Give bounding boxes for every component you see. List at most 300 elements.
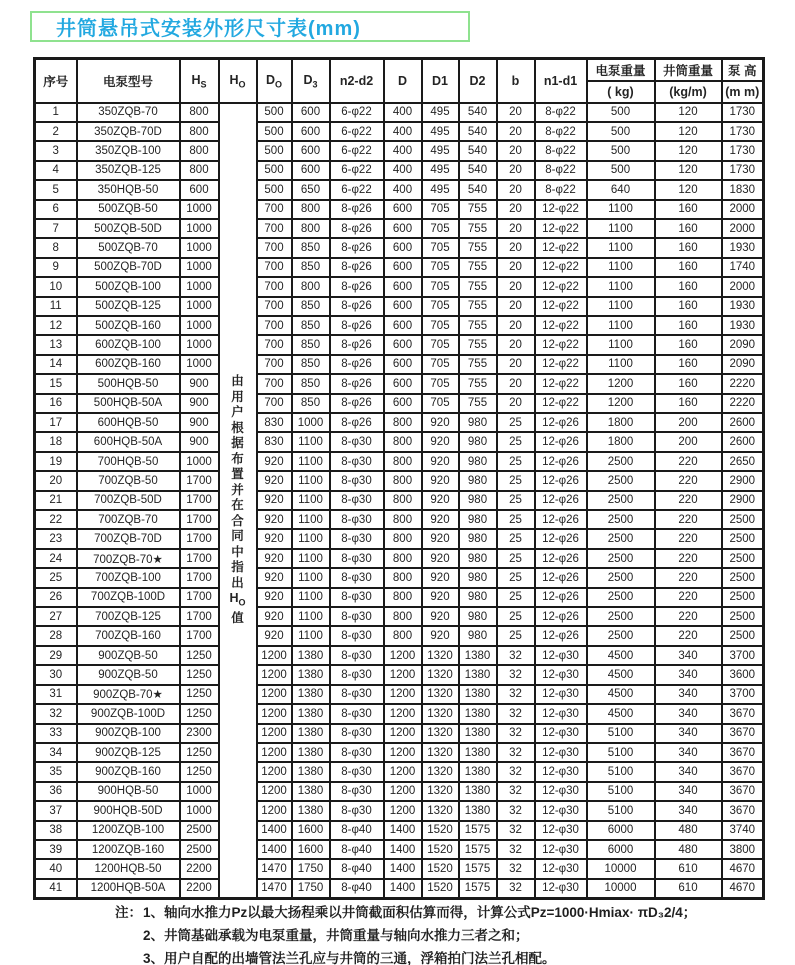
table-cell: 400	[384, 180, 422, 199]
table-cell: 1200	[257, 743, 292, 762]
table-cell: 25	[497, 432, 535, 451]
notes-prefix: 注：	[115, 905, 142, 920]
table-cell: 25	[497, 529, 535, 548]
table-row	[35, 724, 764, 743]
table-cell: 1200	[384, 782, 422, 801]
table-cell: 12-φ22	[535, 335, 587, 354]
table-cell: 23	[35, 529, 77, 548]
table-row	[35, 549, 764, 568]
table-cell: 920	[422, 452, 459, 471]
table-cell: 41	[35, 879, 77, 899]
table-cell: 1380	[459, 801, 497, 820]
table-cell: 1320	[422, 704, 459, 723]
note-line	[115, 924, 775, 947]
table-row	[35, 840, 764, 859]
table-cell: 12-φ30	[535, 821, 587, 840]
table-cell: 1380	[459, 762, 497, 781]
table-cell: 32	[497, 782, 535, 801]
table-cell: 700	[257, 238, 292, 257]
col-header: 序号	[35, 59, 77, 103]
table-cell: 1200HQB-50A	[77, 879, 180, 899]
table-cell: 12-φ30	[535, 724, 587, 743]
table-cell: 2500	[587, 452, 655, 471]
table-cell: 8-φ26	[330, 238, 384, 257]
table-cell: 1600	[292, 840, 330, 859]
page-title-box	[30, 11, 470, 42]
table-cell: 400	[384, 122, 422, 141]
table-row	[35, 471, 764, 490]
table-row	[35, 413, 764, 432]
table-cell: 8-φ26	[330, 413, 384, 432]
table-cell: 1520	[422, 859, 459, 878]
table-cell: 1700	[180, 568, 219, 587]
table-cell: 32	[497, 840, 535, 859]
table-cell: 220	[655, 607, 722, 626]
table-cell: 600	[384, 374, 422, 393]
page-title: 井筒悬吊式安装外形尺寸表(mm)	[56, 18, 361, 40]
table-cell: 1100	[587, 335, 655, 354]
table-cell: 705	[422, 258, 459, 277]
table-cell: 120	[655, 180, 722, 199]
table-cell: 2500	[587, 491, 655, 510]
table-cell: 160	[655, 394, 722, 413]
table-cell: 1380	[459, 782, 497, 801]
table-cell: 37	[35, 801, 77, 820]
table-cell: 600	[384, 297, 422, 316]
table-cell: 8	[35, 238, 77, 257]
table-cell: 1100	[292, 471, 330, 490]
table-cell: 540	[459, 122, 497, 141]
table-cell: 700ZQB-100D	[77, 588, 180, 607]
table-cell: 600	[292, 161, 330, 180]
table-cell: 1100	[587, 277, 655, 296]
table-row	[35, 491, 764, 510]
table-cell: 755	[459, 238, 497, 257]
table-cell: 220	[655, 491, 722, 510]
table-cell: 1380	[292, 801, 330, 820]
table-cell: 8-φ26	[330, 200, 384, 219]
table-cell: 8-φ30	[330, 549, 384, 568]
table-cell: 160	[655, 200, 722, 219]
table-cell: 920	[422, 626, 459, 645]
table-cell: 980	[459, 413, 497, 432]
table-cell: 32	[497, 704, 535, 723]
table-cell: 980	[459, 529, 497, 548]
table-cell: 640	[587, 180, 655, 199]
table-cell: 500	[257, 180, 292, 199]
table-cell: 4500	[587, 665, 655, 684]
table-cell: 32	[497, 801, 535, 820]
note-line	[115, 901, 775, 924]
table-cell: 1200	[257, 646, 292, 665]
table-row	[35, 432, 764, 451]
table-cell: 1750	[292, 879, 330, 899]
table-cell: 800	[384, 588, 422, 607]
table-cell: 850	[292, 316, 330, 335]
table-cell: 8-φ40	[330, 840, 384, 859]
table-cell: 2500	[722, 588, 764, 607]
table-cell: 980	[459, 626, 497, 645]
table-cell: 1400	[384, 821, 422, 840]
table-cell: 12-φ26	[535, 568, 587, 587]
col-header-unit: (kg/m)	[655, 81, 722, 103]
table-cell: 1000	[180, 316, 219, 335]
table-cell: 1200HQB-50	[77, 859, 180, 878]
table-cell: 12-φ26	[535, 588, 587, 607]
table-cell: 340	[655, 646, 722, 665]
table-cell: 8-φ40	[330, 859, 384, 878]
table-cell: 8-φ26	[330, 258, 384, 277]
col-header-unit: ( kg)	[587, 81, 655, 103]
table-cell: 25	[497, 510, 535, 529]
table-cell: 2600	[722, 413, 764, 432]
table-cell: 12-φ30	[535, 782, 587, 801]
table-cell: 35	[35, 762, 77, 781]
table-cell: 900HQB-50	[77, 782, 180, 801]
table-cell: 13	[35, 335, 77, 354]
table-cell: 830	[257, 413, 292, 432]
table-cell: 1250	[180, 646, 219, 665]
table-cell: 540	[459, 161, 497, 180]
table-cell: 220	[655, 626, 722, 645]
table-cell: 12-φ22	[535, 258, 587, 277]
table-cell: 700	[257, 258, 292, 277]
table-cell: 20	[497, 297, 535, 316]
table-cell: 12-φ26	[535, 529, 587, 548]
table-cell: 1000	[180, 258, 219, 277]
table-cell: 700HQB-50	[77, 452, 180, 471]
table-cell: 2500	[722, 568, 764, 587]
table-cell: 12-φ26	[535, 491, 587, 510]
table-cell: 500ZQB-100	[77, 277, 180, 296]
table-cell: 2500	[587, 626, 655, 645]
table-cell: 1250	[180, 704, 219, 723]
table-cell: 705	[422, 219, 459, 238]
table-cell: 25	[497, 452, 535, 471]
table-cell: 2500	[722, 529, 764, 548]
table-cell: 900ZQB-160	[77, 762, 180, 781]
table-cell: 8-φ30	[330, 432, 384, 451]
table-cell: 8-φ22	[535, 180, 587, 199]
table-cell: 8-φ26	[330, 355, 384, 374]
table-cell: 1730	[722, 103, 764, 122]
table-cell: 900	[180, 374, 219, 393]
table-cell: 220	[655, 588, 722, 607]
table-cell: 350HQB-50	[77, 180, 180, 199]
table-cell: 1200	[384, 665, 422, 684]
table-cell: 900	[180, 394, 219, 413]
table-cell: 700ZQB-70★	[77, 549, 180, 568]
table-cell: 480	[655, 840, 722, 859]
table-cell: 8-φ40	[330, 879, 384, 899]
table-cell: 1100	[292, 549, 330, 568]
table-cell: 6-φ22	[330, 103, 384, 122]
table-cell: 1000	[180, 801, 219, 820]
table-row	[35, 374, 764, 393]
table-cell: 920	[422, 588, 459, 607]
table-cell: 4500	[587, 704, 655, 723]
table-cell: 120	[655, 141, 722, 160]
table-cell: 1380	[292, 724, 330, 743]
table-cell: 920	[257, 549, 292, 568]
table-row	[35, 238, 764, 257]
table-cell: 1320	[422, 782, 459, 801]
table-cell: 1200	[587, 394, 655, 413]
table-cell: 3700	[722, 685, 764, 704]
table-cell: 220	[655, 549, 722, 568]
table-cell: 12-φ30	[535, 859, 587, 878]
table-cell: 340	[655, 743, 722, 762]
table-cell: 6-φ22	[330, 141, 384, 160]
notes	[115, 901, 775, 965]
table-cell: 8-φ30	[330, 510, 384, 529]
table-row	[35, 394, 764, 413]
table-cell: 2500	[180, 840, 219, 859]
table-cell: 1100	[587, 316, 655, 335]
table-cell: 2300	[180, 724, 219, 743]
table-cell: 850	[292, 374, 330, 393]
table-cell: 2500	[180, 821, 219, 840]
table-cell: 1100	[292, 491, 330, 510]
table-cell: 500	[587, 161, 655, 180]
table-cell: 700	[257, 394, 292, 413]
table-cell: 8-φ30	[330, 491, 384, 510]
spec-table	[33, 57, 765, 900]
table-cell: 1700	[180, 471, 219, 490]
table-cell: 340	[655, 704, 722, 723]
table-cell: 4500	[587, 685, 655, 704]
table-row	[35, 510, 764, 529]
table-cell: 340	[655, 801, 722, 820]
table-cell: 755	[459, 316, 497, 335]
table-cell: 6	[35, 200, 77, 219]
table-cell: 160	[655, 297, 722, 316]
table-cell: 1000	[180, 355, 219, 374]
table-cell: 12-φ26	[535, 510, 587, 529]
table-cell: 755	[459, 200, 497, 219]
table-cell: 2600	[722, 432, 764, 451]
col-header-unit: (m m)	[722, 81, 764, 103]
table-cell: 1250	[180, 762, 219, 781]
table-cell: 1380	[292, 665, 330, 684]
table-cell: 6-φ22	[330, 161, 384, 180]
table-cell: 1930	[722, 297, 764, 316]
table-header	[35, 59, 764, 103]
table-cell: 2	[35, 122, 77, 141]
table-cell: 8-φ30	[330, 588, 384, 607]
table-cell: 980	[459, 452, 497, 471]
table-cell: 25	[497, 471, 535, 490]
table-cell: 3	[35, 141, 77, 160]
table-cell: 800	[180, 103, 219, 122]
table-cell: 160	[655, 219, 722, 238]
table-cell: 8-φ22	[535, 122, 587, 141]
table-cell: 1700	[180, 626, 219, 645]
table-cell: 32	[497, 685, 535, 704]
table-cell: 12-φ22	[535, 200, 587, 219]
table-cell: 2000	[722, 277, 764, 296]
table-cell: 2500	[722, 626, 764, 645]
table-cell: 800	[384, 491, 422, 510]
table-cell: 12-φ30	[535, 743, 587, 762]
table-cell: 755	[459, 355, 497, 374]
table-cell: 920	[422, 413, 459, 432]
table-cell: 1600	[292, 821, 330, 840]
table-cell: 755	[459, 374, 497, 393]
table-cell: 920	[257, 568, 292, 587]
table-cell: 1380	[292, 782, 330, 801]
table-cell: 1000	[180, 200, 219, 219]
table-cell: 1320	[422, 665, 459, 684]
table-cell: 34	[35, 743, 77, 762]
table-cell: 700ZQB-125	[77, 607, 180, 626]
table-cell: 700ZQB-50D	[77, 491, 180, 510]
table-cell: 800	[384, 568, 422, 587]
table-cell: 610	[655, 879, 722, 899]
table-cell: 900ZQB-125	[77, 743, 180, 762]
table-cell: 705	[422, 335, 459, 354]
table-cell: 8-φ30	[330, 801, 384, 820]
table-cell: 705	[422, 297, 459, 316]
table-cell: 830	[257, 432, 292, 451]
table-cell: 1400	[384, 840, 422, 859]
table-body	[35, 103, 764, 899]
table-cell: 220	[655, 529, 722, 548]
table-cell: 1380	[459, 665, 497, 684]
table-cell: 980	[459, 471, 497, 490]
table-cell: 2220	[722, 394, 764, 413]
ho-user-note-cell	[219, 103, 257, 899]
table-cell: 12-φ22	[535, 374, 587, 393]
table-cell: 900	[180, 413, 219, 432]
table-cell: 220	[655, 471, 722, 490]
table-cell: 1100	[587, 219, 655, 238]
table-cell: 2500	[587, 471, 655, 490]
table-cell: 2500	[587, 588, 655, 607]
table-cell: 650	[292, 180, 330, 199]
table-cell: 350ZQB-70	[77, 103, 180, 122]
table-cell: 540	[459, 103, 497, 122]
table-cell: 33	[35, 724, 77, 743]
note-text: 2、井筒基础承载为电泵重量，井筒重量与轴向水推力三者之和；	[143, 928, 529, 943]
table-cell: 340	[655, 724, 722, 743]
col-header: 电泵重量	[587, 59, 655, 81]
table-cell: 800	[384, 432, 422, 451]
table-cell: 25	[497, 568, 535, 587]
table-cell: 38	[35, 821, 77, 840]
table-cell: 400	[384, 141, 422, 160]
table-cell: 3800	[722, 840, 764, 859]
table-cell: 8-φ26	[330, 297, 384, 316]
table-cell: 980	[459, 588, 497, 607]
table-cell: 2090	[722, 355, 764, 374]
table-cell: 900ZQB-50	[77, 665, 180, 684]
table-cell: 1740	[722, 258, 764, 277]
table-cell: 540	[459, 180, 497, 199]
table-cell: 850	[292, 394, 330, 413]
table-cell: 160	[655, 355, 722, 374]
col-header: D	[384, 59, 422, 103]
table-cell: 495	[422, 122, 459, 141]
table-cell: 600	[384, 335, 422, 354]
table-cell: 22	[35, 510, 77, 529]
table-cell: 1700	[180, 491, 219, 510]
table-cell: 1000	[180, 452, 219, 471]
table-cell: 1930	[722, 238, 764, 257]
table-cell: 400	[384, 161, 422, 180]
table-cell: 12-φ26	[535, 471, 587, 490]
table-cell: 705	[422, 316, 459, 335]
table-cell: 5	[35, 180, 77, 199]
table-cell: 2090	[722, 335, 764, 354]
table-cell: 6000	[587, 840, 655, 859]
table-cell: 1200	[384, 646, 422, 665]
table-cell: 7	[35, 219, 77, 238]
table-cell: 3670	[722, 762, 764, 781]
table-cell: 1100	[292, 568, 330, 587]
table-row	[35, 646, 764, 665]
table-cell: 900HQB-50D	[77, 801, 180, 820]
table-row	[35, 685, 764, 704]
table-cell: 920	[422, 471, 459, 490]
table-cell: 32	[35, 704, 77, 723]
col-header: D2	[459, 59, 497, 103]
table-cell: 350ZQB-100	[77, 141, 180, 160]
table-cell: 1200	[257, 685, 292, 704]
table-cell: 18	[35, 432, 77, 451]
table-cell: 25	[497, 588, 535, 607]
table-row	[35, 219, 764, 238]
table-cell: 8-φ30	[330, 782, 384, 801]
table-cell: 1250	[180, 685, 219, 704]
table-cell: 5100	[587, 782, 655, 801]
table-cell: 8-φ30	[330, 607, 384, 626]
table-cell: 5100	[587, 762, 655, 781]
table-cell: 920	[257, 529, 292, 548]
table-cell: 20	[497, 277, 535, 296]
table-cell: 500	[587, 141, 655, 160]
table-cell: 8-φ30	[330, 626, 384, 645]
table-cell: 32	[497, 762, 535, 781]
table-cell: 755	[459, 219, 497, 238]
col-header: $H_O$	[219, 59, 257, 103]
table-cell: 500	[587, 103, 655, 122]
table-cell: 3670	[722, 782, 764, 801]
table-cell: 700ZQB-50	[77, 471, 180, 490]
table-cell: 1930	[722, 316, 764, 335]
table-cell: 8-φ26	[330, 277, 384, 296]
table-row	[35, 335, 764, 354]
table-cell: 350ZQB-125	[77, 161, 180, 180]
table-cell: 8-φ30	[330, 665, 384, 684]
table-cell: 495	[422, 103, 459, 122]
table-cell: 900ZQB-70★	[77, 685, 180, 704]
table-cell: 1200	[257, 665, 292, 684]
table-cell: 12-φ26	[535, 607, 587, 626]
table-row	[35, 607, 764, 626]
table-cell: 1200	[384, 801, 422, 820]
table-cell: 160	[655, 238, 722, 257]
table-cell: 1470	[257, 859, 292, 878]
table-cell: 12-φ30	[535, 646, 587, 665]
table-cell: 1320	[422, 801, 459, 820]
table-cell: 1830	[722, 180, 764, 199]
table-cell: 4500	[587, 646, 655, 665]
table-row	[35, 141, 764, 160]
note-line	[115, 947, 775, 965]
table-cell: 1320	[422, 762, 459, 781]
table-cell: 1800	[587, 413, 655, 432]
